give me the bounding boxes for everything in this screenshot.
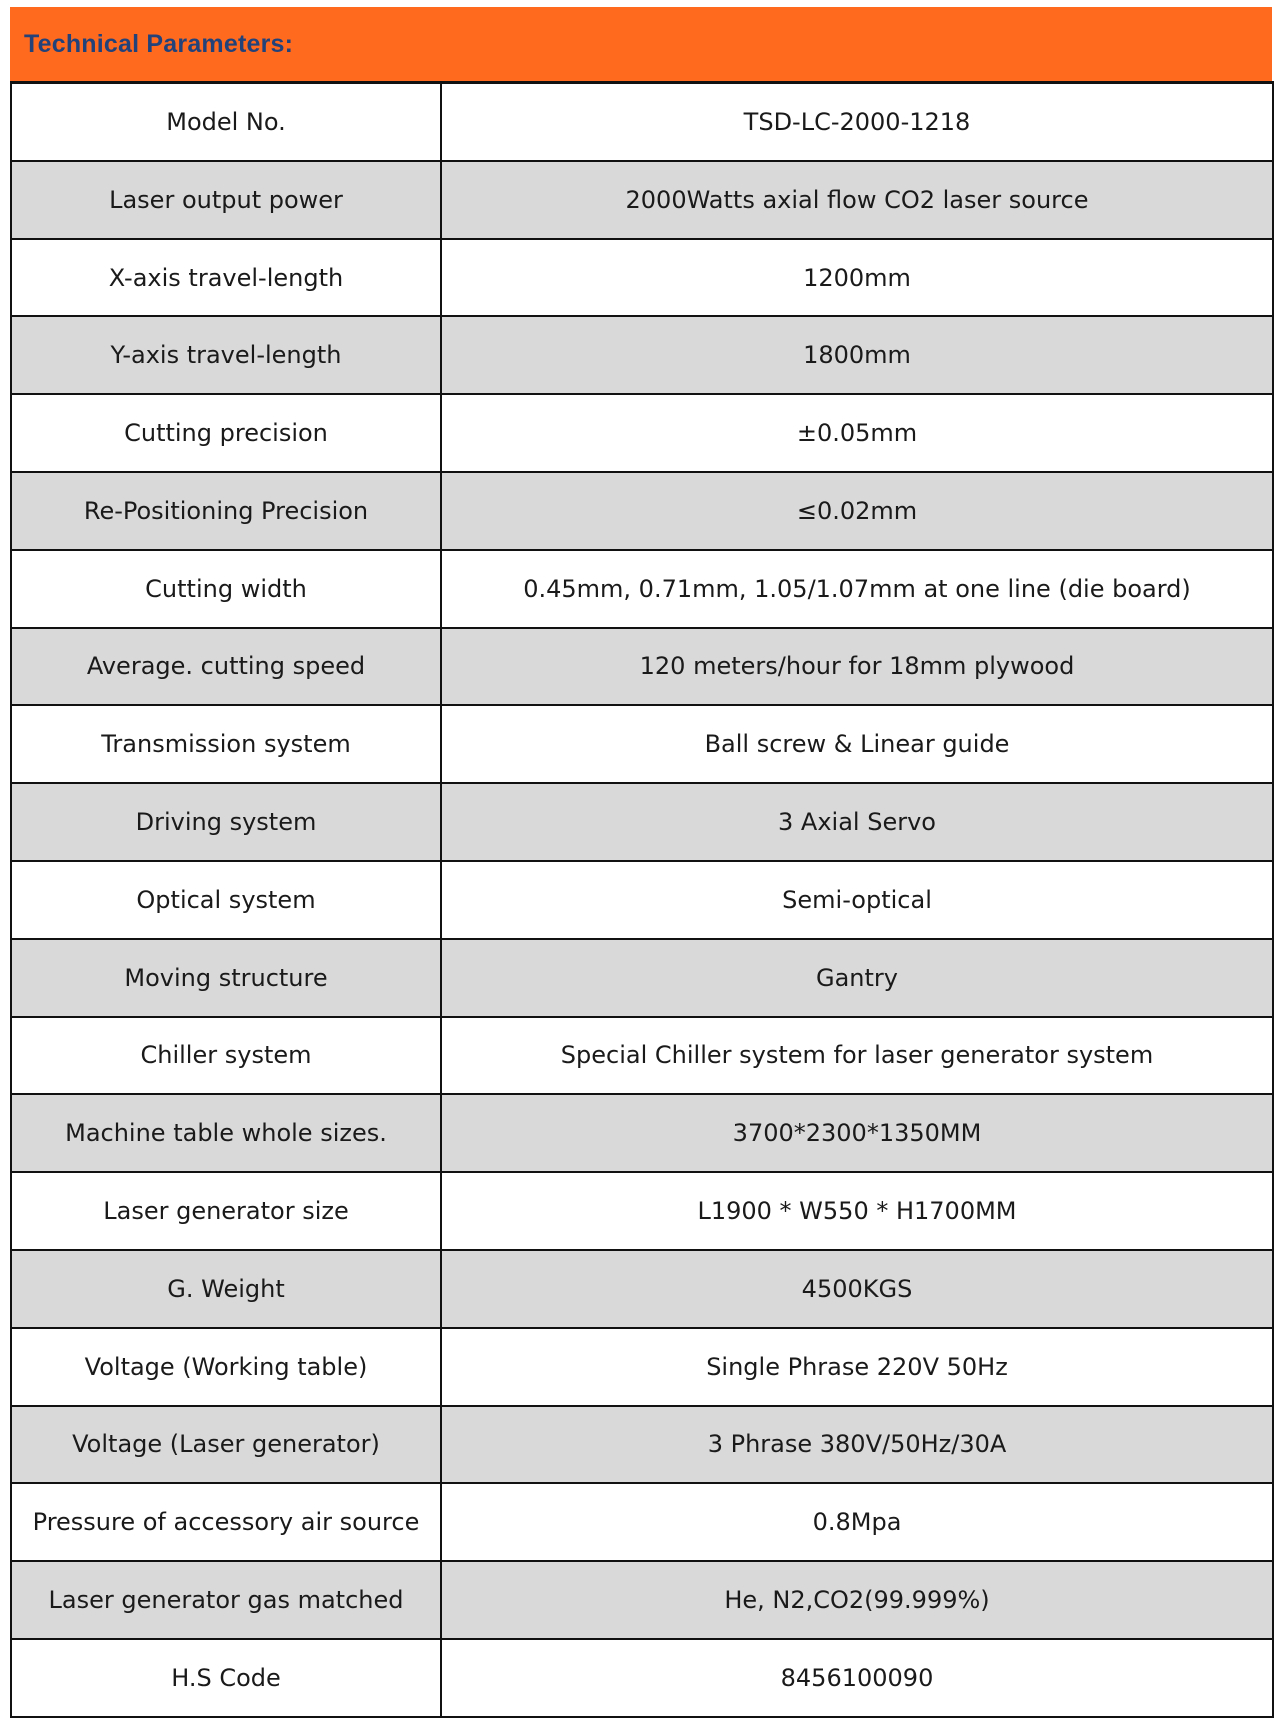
param-label: H.S Code [11,1639,441,1717]
param-label: Driving system [11,783,441,861]
param-value: Special Chiller system for laser generator system [441,1017,1273,1095]
param-label: Voltage (Working table) [11,1328,441,1406]
param-label: Model No. [11,83,441,161]
table-row [11,628,1273,706]
param-value: L1900 * W550 * H1700MM [441,1172,1273,1250]
table-row [11,1172,1273,1250]
table-row [11,1406,1273,1484]
param-label: Machine table whole sizes. [11,1094,441,1172]
param-value: Semi-optical [441,861,1273,939]
table-row [11,861,1273,939]
table-row [11,239,1273,317]
param-label: Re-Positioning Precision [11,472,441,550]
param-label: Y-axis travel-length [11,316,441,394]
param-value: TSD-LC-2000-1218 [441,83,1273,161]
table-row [11,705,1273,783]
param-label: Optical system [11,861,441,939]
spec-table [10,81,1274,1718]
table-row [11,394,1273,472]
table-row [11,1094,1273,1172]
table-row [11,83,1273,161]
spec-table-body [11,83,1273,1718]
table-row [11,550,1273,628]
table-row [11,939,1273,1017]
table-row [11,1017,1273,1095]
param-label: Pressure of accessory air source [11,1483,441,1561]
param-label: Laser generator gas matched [11,1561,441,1639]
param-label: Transmission system [11,705,441,783]
param-value: ±0.05mm [441,394,1273,472]
param-value: 8456100090 [441,1639,1273,1717]
param-value: 1200mm [441,239,1273,317]
param-label: Laser output power [11,161,441,239]
param-value: 0.8Mpa [441,1483,1273,1561]
param-label: Laser generator size [11,1172,441,1250]
param-value: Gantry [441,939,1273,1017]
param-value: 1800mm [441,316,1273,394]
param-label: Average. cutting speed [11,628,441,706]
param-value: 4500KGS [441,1250,1273,1328]
param-value: ≤0.02mm [441,472,1273,550]
table-row [11,1483,1273,1561]
table-row [11,472,1273,550]
table-row [11,316,1273,394]
param-label: G. Weight [11,1250,441,1328]
table-row [11,1250,1273,1328]
param-value: 0.45mm, 0.71mm, 1.05/1.07mm at one line (die board) [441,550,1273,628]
param-value: 3 Axial Servo [441,783,1273,861]
table-row [11,161,1273,239]
param-value: Single Phrase 220V 50Hz [441,1328,1273,1406]
param-label: Cutting width [11,550,441,628]
param-label: X-axis travel-length [11,239,441,317]
param-value: 2000Watts axial flow CO2 laser source [441,161,1273,239]
section-header [10,7,1272,81]
table-row [11,1328,1273,1406]
param-value: Ball screw & Linear guide [441,705,1273,783]
param-label: Voltage (Laser generator) [11,1406,441,1484]
param-value: 3700*2300*1350MM [441,1094,1273,1172]
param-value: He, N2,CO2(99.999%) [441,1561,1273,1639]
param-label: Moving structure [11,939,441,1017]
param-value: 3 Phrase 380V/50Hz/30A [441,1406,1273,1484]
param-value: 120 meters/hour for 18mm plywood [441,628,1273,706]
param-label: Chiller system [11,1017,441,1095]
param-label: Cutting precision [11,394,441,472]
section-title: Technical Parameters: [24,29,294,58]
table-row [11,1561,1273,1639]
table-row [11,1639,1273,1717]
table-row [11,783,1273,861]
